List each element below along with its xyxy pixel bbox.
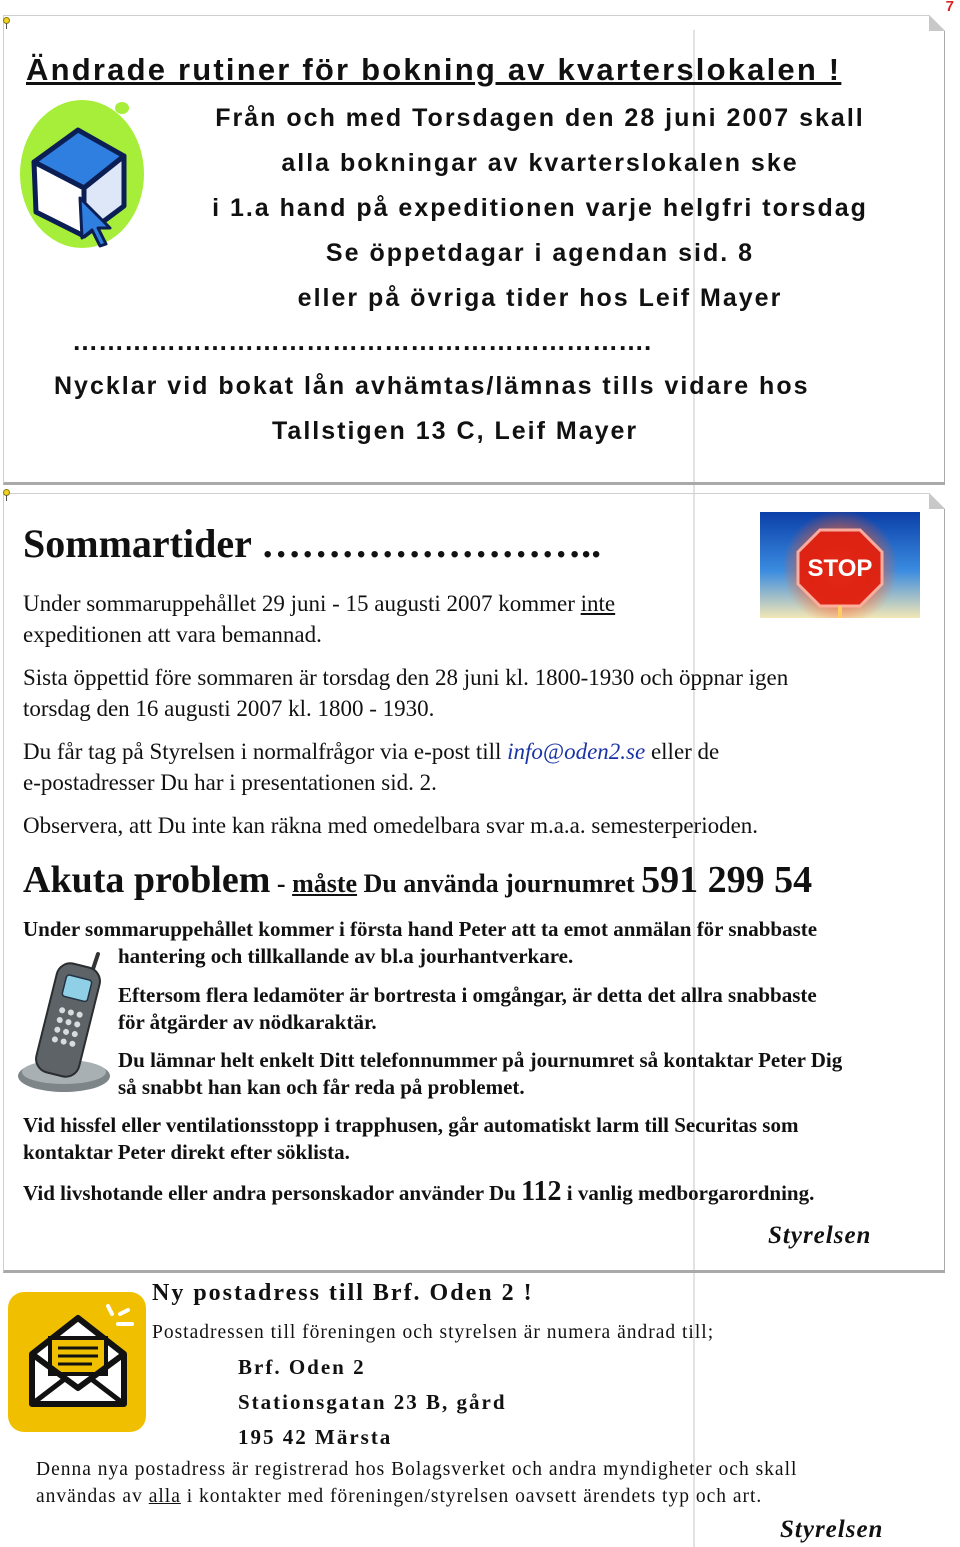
urgent-heading: Akuta problem - måste Du använda journumret 591 299 54 xyxy=(23,859,813,901)
keys-line-1: Nycklar vid bokat lån avhämtas/lämnas tills vidare hos xyxy=(54,372,810,400)
urgent-text-5: Vid livshotande eller andra personskador använder Du 112 i vanlig medborgarordning. xyxy=(23,1176,815,1207)
envelope-icon xyxy=(8,1292,146,1432)
dotted-separator: …………………………………………………………. xyxy=(72,326,652,356)
house-icon xyxy=(18,90,148,250)
address-line-1: Brf. Oden 2 xyxy=(238,1355,366,1379)
urgent-text-2b: för åtgärder av nödkaraktär. xyxy=(118,1010,377,1034)
booking-line-4: Se öppetdagar i agendan sid. 8 xyxy=(325,239,755,267)
emergency-112: 112 xyxy=(521,1176,562,1207)
postal-title: Ny postadress till Brf. Oden 2 ! xyxy=(152,1280,534,1306)
urgent-text-1a: Under sommaruppehållet kommer i första hand Peter att ta emot anmälan för snabbaste xyxy=(23,917,818,941)
alla-underlined: alla xyxy=(148,1486,181,1507)
urgent-text-3a: Du lämnar helt enkelt Ditt telefonnummer på journumret så kontaktar Peter Dig xyxy=(118,1048,843,1072)
signature-styrelsen: Styrelsen xyxy=(768,1222,872,1249)
page-number: 7 xyxy=(945,0,954,15)
summer-heading: Sommartider …………………….. xyxy=(23,521,602,566)
pushpin-icon xyxy=(2,17,11,28)
stop-sign-text: STOP xyxy=(807,555,873,582)
summer-paragraph-2: Sista öppettid före sommaren är torsdag den 28 juni kl. 1800-1930 och öppnar igen torsdag den 16 augusti 2007 kl. 1800 - 1930. xyxy=(23,665,789,721)
summer-paragraph-4: Observera, att Du inte kan räkna med omedelbara svar m.a.a. semesterperioden. xyxy=(23,813,759,838)
urgent-text-2a: Eftersom flera ledamöter är bortresta i omgångar, är detta det allra snabbaste xyxy=(118,983,817,1007)
booking-line-5: eller på övriga tider hos Leif Mayer xyxy=(297,284,783,312)
inte-underlined: inte xyxy=(580,591,616,616)
booking-line-3: i 1.a hand på expeditionen varje helgfri torsdag xyxy=(212,194,868,222)
summer-paragraph-3: Du får tag på Styrelsen i normalfrågor via e-post till info@oden2.se eller de e-postadresser Du har i presentationen sid. 2. xyxy=(23,739,720,795)
urgent-text-3b: så snabbt han kan och får reda på problemet. xyxy=(118,1075,525,1099)
urgent-text-4a: Vid hissfel eller ventilationsstopp i trapphusen, går automatiskt larm till Securitas som xyxy=(23,1113,799,1137)
address-line-2: Stationsgatan 23 B, gård xyxy=(238,1390,507,1414)
email-link[interactable]: info@oden2.se xyxy=(507,739,646,764)
signature-styrelsen-2: Styrelsen xyxy=(780,1516,884,1543)
page-curl xyxy=(929,493,945,509)
keys-line-2: Tallstigen 13 C, Leif Mayer xyxy=(272,417,639,445)
summer-paragraph-1: Under sommaruppehållet 29 juni - 15 augusti 2007 kommer inte expeditionen att vara bemannad. xyxy=(23,591,616,647)
booking-line-2: alla bokningar av kvarterslokalen ske xyxy=(281,149,799,177)
postal-intro: Postadressen till föreningen och styrelsen är numera ändrad till; xyxy=(152,1322,715,1343)
postal-note-line-2: användas av alla i kontakter med föreningen/styrelsen oavsett ärendets typ och art. xyxy=(36,1486,763,1507)
address-line-3: 195 42 Märsta xyxy=(238,1425,393,1449)
booking-title: Ändrade rutiner för bokning av kvarterslokalen ! xyxy=(26,52,842,87)
emergency-number: 591 299 54 xyxy=(641,859,813,901)
page-curl xyxy=(929,15,945,31)
urgent-text-4b: kontaktar Peter direkt efter söklista. xyxy=(23,1140,350,1164)
postal-note-line-1: Denna nya postadress är registrerad hos Bolagsverket och andra myndigheter och skall xyxy=(36,1459,798,1480)
pushpin-icon xyxy=(2,489,11,500)
cordless-phone-icon xyxy=(12,950,112,1098)
booking-line-1: Från och med Torsdagen den 28 juni 2007 skall xyxy=(215,104,865,132)
urgent-text-1b: hantering och tillkallande av bl.a jourhantverkare. xyxy=(118,944,574,968)
